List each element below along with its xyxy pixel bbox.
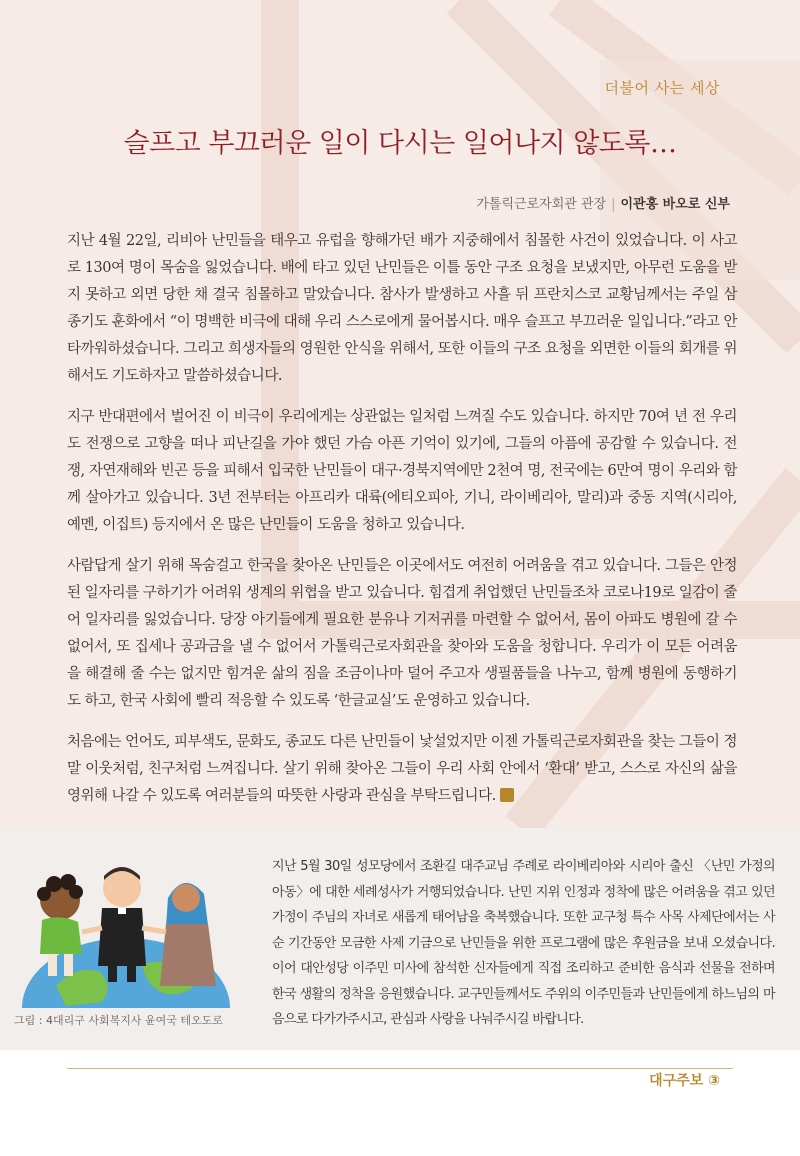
byline-role: 가톨릭근로자회관 관장 bbox=[476, 197, 607, 212]
byline bbox=[476, 193, 730, 212]
footer-divider bbox=[67, 1068, 733, 1069]
end-mark-icon bbox=[500, 788, 514, 802]
page-number: 대구주보 ③ bbox=[649, 1073, 720, 1089]
article-title: 슬프고 부끄러운 일이 다시는 일어나지 않도록… bbox=[123, 128, 677, 159]
paragraph: 지난 4월 22일, 리비아 난민들을 태우고 유럽을 향해가던 배가 지중해에서 침몰한 사건이 있었습니다. 이 사고로 130여 명이 목숨을 잃었습니다. 배에 타고 있던 난민들은 이틀 동안 구조 요청을 보냈지만, 아무런 도움을 받지 못하고 외면 당한 채 결국 침몰하고 말았습니다. 참사가 발생하고 사흘 뒤 프란치스코 교황님께서는 주일 삼종기도 훈화에서 “이 명백한 비극에 대해 우리 스스로에게 물어봅시다. 매우 슬프고 부끄러운 일입니다.”라고 안타까워하셨습니다. 그리고 희생자들의 영원한 안식을 위해서, 또한 이들의 구조 요청을 외면한 이들의 회개를 위해서도 기도하자고 말씀하셨습니다. bbox=[67, 233, 737, 384]
illustration-children-globe bbox=[16, 836, 230, 1008]
sidebar-text: 지난 5월 30일 성모당에서 조환길 대주교님 주례로 라이베리아와 시리아 출신 〈난민 가정의 아동〉에 대한 세례성사가 거행되었습니다. 난민 지위 인정과 정착에 많은 어려움을 겪고 있던 가정이 주님의 자녀로 새롭게 태어남을 축복했습니다. 또한 교구청 특수 사목 사제단에서는 사순 기간동안 모금한 사제 기금으로 난민들을 위한 프로그램에 많은 후원금을 보내 오셨습니다. 이어 대안성당 이주민 미사에 참석한 신자들에게 직접 조리하고 준비한 음식과 선물을 전하며 한국 생활의 정착을 응원했습니다. 교구민들께서도 주위의 이주민들과 난민들에게 하느님의 마음으로 다가가주시고, 관심과 사랑을 나눠주시길 바랍니다. bbox=[272, 859, 775, 1027]
article-body bbox=[67, 228, 737, 824]
illustration-caption: 그림 : 4대리구 사회복지사 윤여국 테오도로 bbox=[14, 1014, 223, 1027]
paragraph: 지구 반대편에서 벌어진 이 비극이 우리에게는 상관없는 일처럼 느껴질 수도 있습니다. 하지만 70여 년 전 우리도 전쟁으로 고향을 떠나 피난길을 가야 했던 가슴 아픈 기억이 있기에, 그들의 아픔에 공감할 수 있습니다. 전쟁, 자연재해와 빈곤 등을 피해서 입국한 난민들이 대구·경북지역에만 2천여 명, 전국에는 6만여 명이 우리와 함께 살아가고 있습니다. 3년 전부터는 아프리카 대륙(에티오피아, 기니, 라이베리아, 말리)과 중동 지역(시리아, 예멘, 이집트) 등지에서 온 많은 난민들이 도움을 청하고 있습니다. bbox=[67, 409, 737, 533]
byline-separator: | bbox=[611, 197, 616, 212]
section-label: 더불어 사는 세상 bbox=[604, 79, 720, 97]
paragraph-text: 처음에는 언어도, 피부색도, 문화도, 종교도 다른 난민들이 낯설었지만 이젠 가톨릭근로자회관을 찾는 그들이 정말 이웃처럼, 친구처럼 느껴집니다. 살기 위해 찾아온 그들이 우리 사회 안에서 ‘환대’ 받고, 스스로 자신의 삶을 영위해 나갈 수 있도록 여러분들의 따뜻한 사랑과 관심을 부탁드립니다. bbox=[67, 734, 737, 804]
byline-author: 이관홍 바오로 신부 bbox=[620, 197, 730, 212]
paragraph-last bbox=[67, 729, 737, 810]
paragraph: 사람답게 살기 위해 목숨걸고 한국을 찾아온 난민들은 이곳에서도 여전히 어려움을 겪고 있습니다. 그들은 안정된 일자리를 구하기가 어려워 생계의 위협을 받고 있습니다. 힘겹게 취업했던 난민들조차 코로나19로 일감이 줄어 일자리를 잃었습니다. 당장 아기들에게 필요한 분유나 기저귀를 마련할 수 없어서, 몸이 아파도 병원에 갈 수 없어서, 또 집세나 공과금을 낼 수 없어서 가톨릭근로자회관을 찾아와 도움을 청합니다. 우리가 이 모든 어려움을 해결해 줄 수는 없지만 힘겨운 삶의 짐을 조금이나마 덜어 주고자 생필품들을 나누고, 함께 병원에 동행하기도 하고, 한국 사회에 빨리 적응할 수 있도록 ‘한글교실’도 운영하고 있습니다. bbox=[67, 558, 737, 709]
